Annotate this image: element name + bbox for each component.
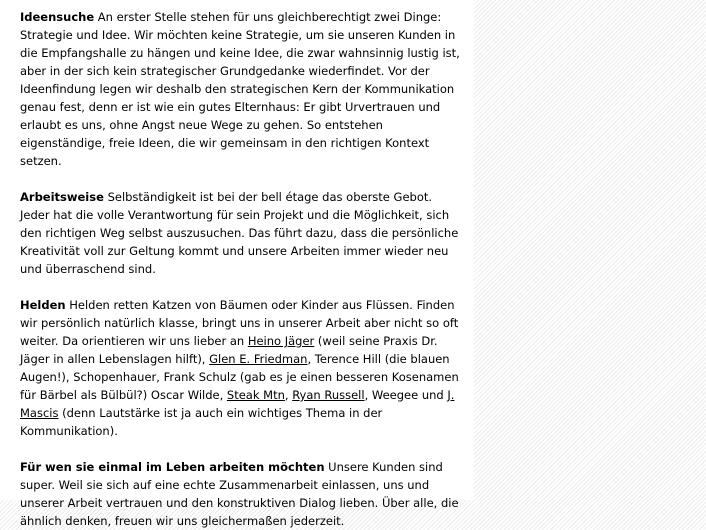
- link-steak-mtn[interactable]: Steak Mtn: [226, 388, 285, 402]
- link-heino-jaeger[interactable]: Heino Jäger: [247, 334, 315, 348]
- section-heading: Arbeitsweise: [20, 190, 104, 204]
- section-fuer-wen: [20, 458, 464, 530]
- section-heading: Für wen sie einmal im Leben arbeiten möchten: [20, 460, 325, 474]
- section-heading: Helden: [20, 298, 66, 312]
- section-text: (denn Lautstärke ist ja auch ein wichtiges Thema in der Kommunikation).: [20, 406, 383, 438]
- section-text: (weil seine Praxis Dr. Jäger in allen Lebenslagen hilft),: [20, 334, 438, 366]
- section-text: , Weegee und: [364, 388, 448, 402]
- section-text: Selbständigkeit ist bei der bell étage das oberste Gebot. Jeder hat die volle Verantwortung für sein Projekt und die Möglichkeit, sich den richtigen Weg selbst auszusuchen. Das führt dazu, dass die persönliche Kreativität voll zur Geltung kommt und unsere Arbeiten immer wieder neu und überraschend sind.: [20, 190, 459, 276]
- section-text: An erster Stelle stehen für uns gleichberechtigt zwei Dinge: Strategie und Idee. Wir möchten keine Strategie, um sie unseren Kunden in die Empfangshalle zu hängen und keine Idee, die zwar wahnsinnig lustig ist, aber in der sich kein strategischer Grundgedanke wiederfindet. Vor der Ideenfindung legen wir deshalb den strategischen Kern der Kommunikation genau fest, denn er ist wie ein gutes Elternhaus: Er gibt Urvertrauen und erlaubt es uns, ohne Angst neue Wege zu gehen. So entstehen eigenständige, freie Ideen, die wir gemeinsam in den richtigen Kontext setzen.: [20, 10, 460, 168]
- link-glen-e-friedman[interactable]: Glen E. Friedman: [209, 352, 308, 366]
- section-text: Helden retten Katzen von Bäumen oder Kinder aus Flüssen. Finden wir persönlich natürlich klasse, bringt uns in unserer Arbeit aber nicht so oft weiter. Da orientieren wir uns lieber an: [20, 298, 459, 348]
- section-text: ,: [284, 388, 293, 402]
- section-helden: [20, 296, 464, 440]
- link-ryan-russell[interactable]: Ryan Russell: [292, 388, 365, 402]
- section-heading: Ideensuche: [20, 10, 95, 24]
- section-text: Unsere Kunden sind super. Weil sie sich auf eine echte Zusammenarbeit einlassen, uns und unserer Arbeit vertrauen und den konstruktiven Dialog lieben. Über alle, die ähnlich denken, freuen wir uns gleichermaßen jederzeit.: [20, 460, 459, 528]
- link-j-mascis[interactable]: J. Mascis: [20, 388, 455, 420]
- section-arbeitsweise: [20, 188, 464, 278]
- section-text: , Terence Hill (die blauen Augen!), Schopenhauer, Frank Schulz (gab es je einen besseren Kosenamen für Bärbel als Bülbül?) Oscar Wilde,: [20, 352, 459, 402]
- section-ideensuche: [20, 8, 464, 170]
